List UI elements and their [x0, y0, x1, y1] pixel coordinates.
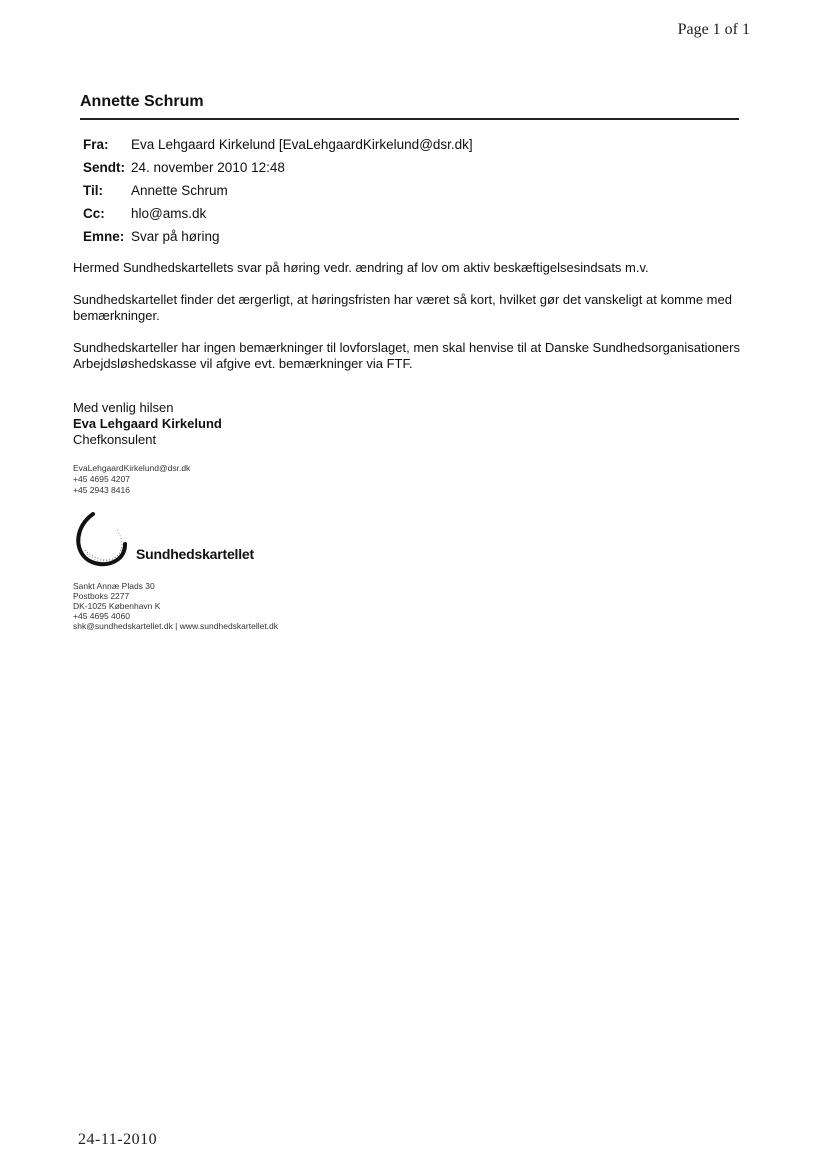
- from-value: Eva Lehgaard Kirkelund [EvaLehgaardKirkelund@dsr.dk]: [131, 137, 473, 152]
- email-headers: [83, 133, 473, 248]
- address-line-5: shk@sundhedskartellet.dk | www.sundhedskartellet.dk: [73, 621, 279, 631]
- signature-role: Chefkonsulent: [73, 432, 157, 447]
- header-cc: [83, 202, 473, 225]
- logo-text: Sundhedskartellet: [136, 546, 254, 562]
- subject-label: Emne:: [83, 229, 125, 244]
- to-value: Annette Schrum: [131, 183, 228, 198]
- body-paragraph-1: Hermed Sundhedskartellets svar på høring vedr. ændring af lov om aktiv beskæftigelsesindsats m.v.: [73, 260, 649, 275]
- title-divider: [80, 118, 739, 120]
- address-line-3: DK-1025 København K: [73, 601, 161, 611]
- logo-swirl-icon: [73, 510, 133, 570]
- body-paragraph-2: Sundhedskartellet finder det ærgerligt, at høringsfristen har været så kort, hvilket gør det vanskeligt at komme med bemærkninger.: [73, 292, 732, 323]
- sent-label: Sendt:: [83, 160, 125, 175]
- message-body: [73, 260, 763, 388]
- signature-name: Eva Lehgaard Kirkelund: [73, 416, 222, 431]
- signature-phone-1: +45 4695 4207: [73, 474, 130, 484]
- address-line-4: +45 4695 4060: [73, 611, 130, 621]
- organization-address: [73, 581, 278, 631]
- sundhedskartellet-logo: [73, 510, 273, 570]
- address-line-2: Postboks 2277: [73, 591, 130, 601]
- cc-label: Cc:: [83, 206, 105, 221]
- page-number: Page 1 of 1: [677, 21, 750, 38]
- sent-value: 24. november 2010 12:48: [131, 160, 285, 175]
- header-from: [83, 133, 473, 156]
- signature-contact: [73, 463, 190, 496]
- subject-value: Svar på høring: [131, 229, 220, 244]
- signature-greeting: Med venlig hilsen: [73, 400, 174, 415]
- header-subject: [83, 225, 473, 248]
- footer-date: 24-11-2010: [78, 1131, 158, 1148]
- to-label: Til:: [83, 183, 103, 198]
- body-paragraph-3: Sundhedskarteller har ingen bemærkninger til lovforslaget, men skal henvise til at Danske Sundhedsorganisationers Arbejdsløshedskasse vil afgive evt. bemærkninger via FTF.: [73, 340, 740, 371]
- signature-block: [73, 400, 222, 448]
- header-to: [83, 179, 473, 202]
- from-label: Fra:: [83, 137, 109, 152]
- header-sent: [83, 156, 473, 179]
- signature-phone-2: +45 2943 8416: [73, 485, 130, 495]
- cc-value: hlo@ams.dk: [131, 206, 207, 221]
- recipient-title: Annette Schrum: [80, 93, 204, 110]
- signature-email: EvaLehgaardKirkelund@dsr.dk: [73, 463, 191, 473]
- address-line-1: Sankt Annæ Plads 30: [73, 581, 155, 591]
